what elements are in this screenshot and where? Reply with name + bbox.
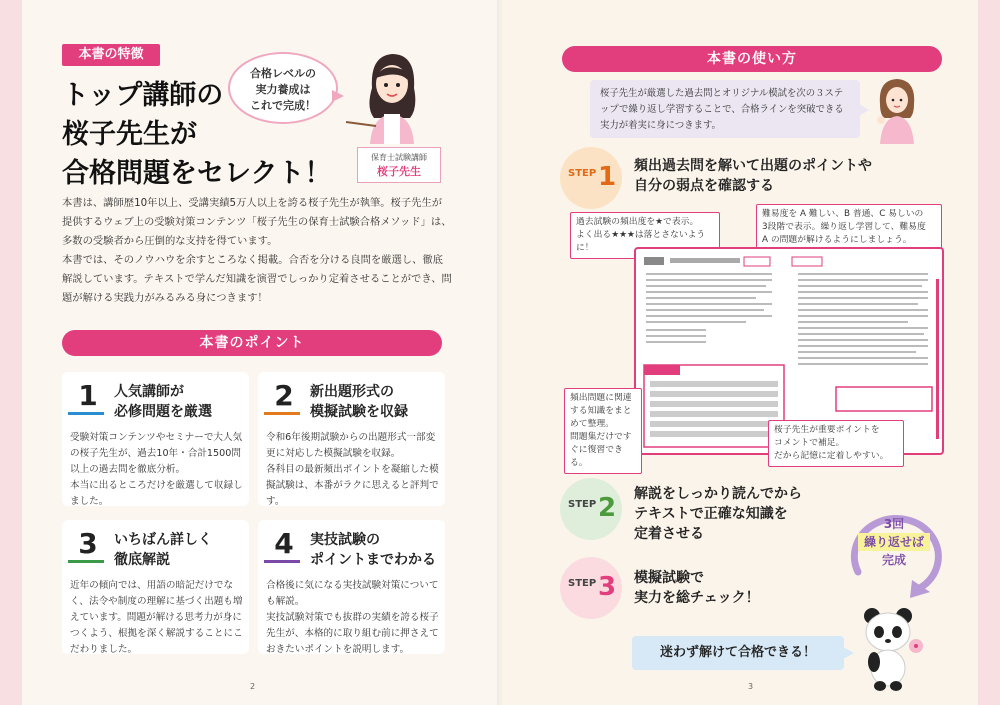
step-1-badge — [560, 147, 622, 209]
callout-line: 過去試験の頻出度を★で表示。 — [576, 217, 699, 227]
step-number: 2 — [598, 493, 617, 523]
point-title — [114, 530, 212, 570]
headline-line: 桜子先生が — [62, 119, 197, 150]
step-text-line: 実力を総チェック！ — [634, 590, 760, 606]
point-title — [114, 382, 212, 422]
callout-line: だから記憶に定着しやすい。 — [774, 451, 889, 461]
point-title-line: 模擬試験を収録 — [310, 404, 408, 420]
point-color-bar — [264, 560, 300, 563]
step-label: STEP — [568, 168, 597, 179]
callout-line: 問題集だけです — [570, 432, 632, 442]
related-knowledge-callout — [564, 388, 642, 474]
step-3-badge — [560, 557, 622, 619]
point-card — [258, 520, 445, 654]
panda-illustration — [850, 602, 930, 692]
teacher-points-callout — [768, 420, 904, 467]
point-card — [62, 372, 249, 506]
teacher-name: 桜子先生 — [377, 165, 421, 178]
callout-line: ぐに復習できる。 — [570, 445, 623, 468]
goal-bubble: 迷わず解けて合格できる！ — [632, 636, 844, 670]
intro-paragraph: 本書は、講師歴10年以上、受講実績5万人以上を誇る桜子先生が執筆。桜子先生が提供するウェブ上の受験対策コンテンツ「桜子先生の保育士試験合格メソッド」は、多数の受験者から圧倒的な支持を得ています。 — [62, 197, 452, 247]
step-text-line: 解説をしっかり読んでから — [634, 486, 802, 502]
step-text-line: 自分の弱点を確認する — [634, 178, 774, 194]
repeat-text-line: 完成 — [881, 553, 906, 567]
point-color-bar — [68, 412, 104, 415]
page-number: 3 — [748, 682, 754, 691]
step-text-line: テキストで正確な知識を — [634, 506, 788, 522]
repeat-text — [858, 515, 930, 569]
point-color-bar — [68, 560, 104, 563]
point-card — [258, 372, 445, 506]
step-label: STEP — [568, 499, 597, 510]
step-number: 1 — [598, 162, 617, 192]
difficulty-callout — [756, 204, 942, 251]
point-body-text: 令和6年後期試験からの出題形式一部変更に対応した模擬試験を収録。 — [266, 432, 436, 459]
point-number: 3 — [78, 527, 98, 560]
point-body-text: 本当に出るところだけを厳選して収録しました。 — [70, 480, 243, 507]
point-body-text: 近年の傾向では、用語の暗記だけでなく、法令や制度の理解に基づく出題も増えています。問題が解ける思考力が身につくよう、根拠を深く解説することにこだわりました。 — [70, 580, 243, 655]
point-body-text: 受験対策コンテンツやセミナーで大人気の桜子先生が、過去10年・合計1500問以上の過去問を徹底分析。 — [70, 432, 243, 475]
point-title-line: いちばん詳しく — [114, 532, 212, 548]
teacher-illustration — [342, 48, 438, 144]
point-title-line: 新出題形式の — [310, 384, 394, 400]
point-body-text: 合格後に気になる実技試験対策についても解説。 — [266, 580, 439, 607]
step-3-text — [634, 568, 760, 608]
usage-intro: 桜子先生が厳選した過去問とオリジナル模試を次の３ステップで繰り返し学習することで、合格ラインを突破できる実力が着実に身につきます。 — [590, 80, 860, 138]
callout-line: 難易度を A 難しい、B 普通、C 易しいの — [762, 209, 924, 219]
speech-bubble-line: 実力養成は — [255, 83, 311, 96]
point-body-text: 実技試験対策でも抜群の実績を誇る桜子先生が、本格的に取り組む前に押さえておきたいポイントを説明します。 — [266, 612, 439, 655]
point-body — [70, 578, 244, 658]
step-text-line: 定着させる — [634, 526, 704, 542]
step-text-line: 頻出過去問を解いて出題のポイントや — [634, 158, 872, 174]
callout-line: する知識をまと — [570, 406, 632, 416]
callout-line: A の問題が解けるようにしましょう。 — [762, 235, 912, 245]
point-body — [70, 430, 244, 510]
callout-line: 頻出問題に関連 — [570, 393, 632, 403]
point-body — [266, 430, 440, 510]
points-heading: 本書のポイント — [62, 330, 442, 356]
point-number: 2 — [274, 379, 294, 412]
repeat-text-line: 3回 — [883, 517, 905, 531]
speech-bubble — [228, 52, 338, 124]
callout-line: 桜子先生が重要ポイントを — [774, 425, 880, 435]
assistant-illustration — [872, 74, 922, 144]
point-body — [266, 578, 440, 658]
section-tag: 本書の特徴 — [62, 44, 160, 66]
point-title-line: 必修問題を厳選 — [114, 404, 212, 420]
point-title — [310, 382, 408, 422]
callout-line: めて整理。 — [570, 419, 614, 429]
intro-text — [62, 194, 452, 308]
point-number: 4 — [274, 527, 294, 560]
headline-line: 合格問題をセレクト！ — [62, 158, 332, 189]
teacher-caption — [357, 147, 441, 183]
point-title-line: 実技試験の — [310, 532, 380, 548]
repeat-text-line: 繰り返せば — [858, 533, 930, 551]
step-text-line: 模擬試験で — [634, 570, 704, 586]
page-number: 2 — [250, 682, 256, 691]
book-gutter — [497, 0, 503, 705]
step-label: STEP — [568, 578, 597, 589]
step-2-text — [634, 484, 802, 544]
step-2-badge — [560, 478, 622, 540]
point-title-line: 人気講師が — [114, 384, 184, 400]
speech-bubble-line: 合格レベルの — [250, 67, 316, 80]
point-title — [310, 530, 436, 570]
speech-bubble-line: これで完成！ — [250, 99, 316, 112]
callout-line: コメントで補足。 — [774, 438, 845, 448]
callout-line: よく出る★★★は落とさないように！ — [576, 230, 706, 253]
point-body-text: 各科目の最新頻出ポイントを凝縮した模擬試験は、本番がラクに思えると評判です。 — [266, 464, 439, 507]
teacher-role: 保育士試験講師 — [371, 153, 427, 162]
point-number: 1 — [78, 379, 98, 412]
intro-paragraph: 本書では、そのノウハウを余すところなく掲載。合否を分ける良問を厳選し、徹底解説しています。テキストで学んだ知識を演習でしっかり定着させることができ、問題が解ける実践力がみるみる身につきます！ — [62, 254, 452, 304]
point-title-line: ポイントまでわかる — [310, 552, 436, 568]
point-color-bar — [264, 412, 300, 415]
step-1-text — [634, 156, 872, 196]
point-card — [62, 520, 249, 654]
headline-line: トップ講師の — [62, 80, 224, 111]
point-title-line: 徹底解説 — [114, 552, 170, 568]
callout-line: 3段階で表示。繰り返し学習して、難易度 — [762, 222, 926, 232]
usage-heading: 本書の使い方 — [562, 46, 942, 72]
step-number: 3 — [598, 572, 617, 602]
